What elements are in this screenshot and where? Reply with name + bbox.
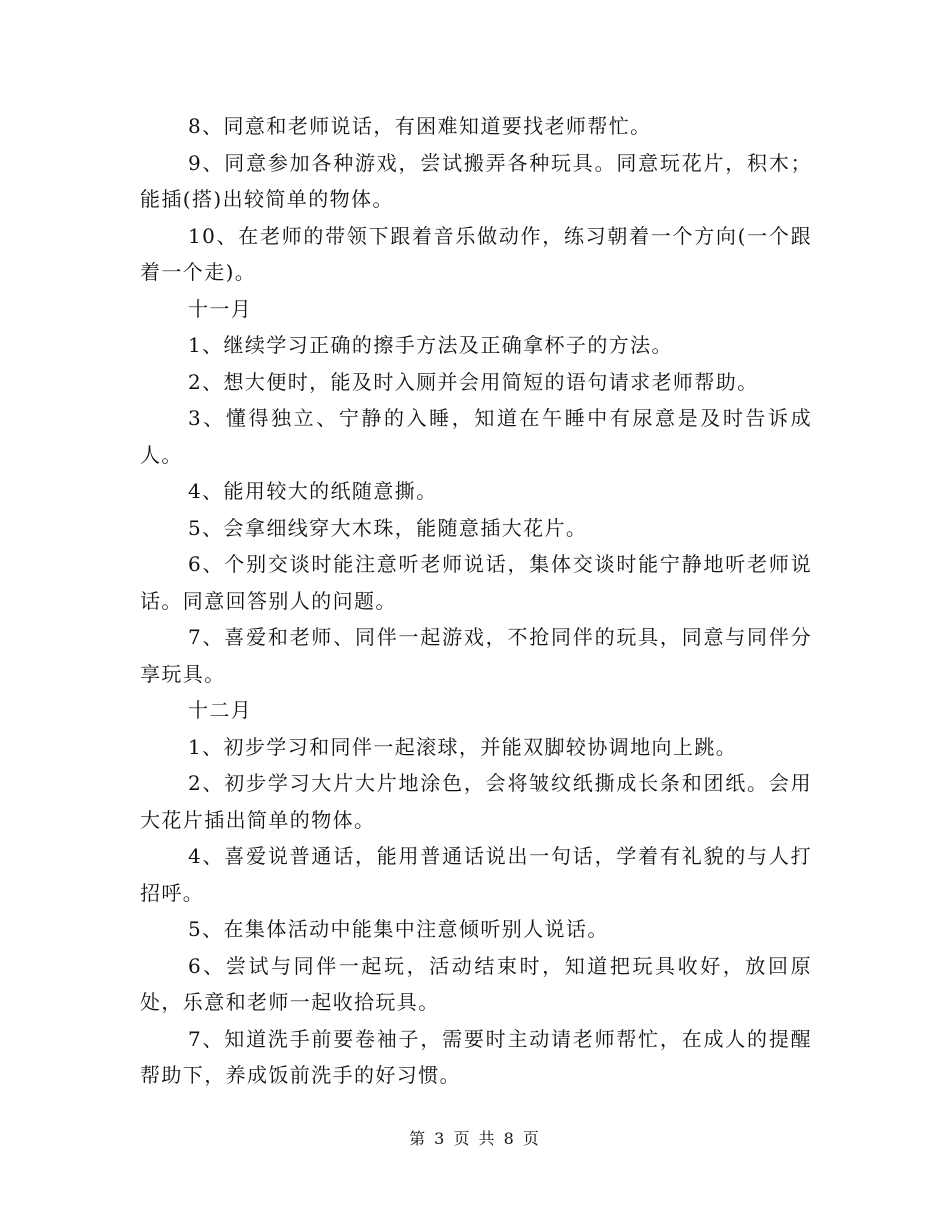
list-item: 2、想大便时，能及时入厕并会用简短的语句请求老师帮助。 [188, 369, 759, 394]
list-item: 4、能用较大的纸随意撕。 [188, 479, 438, 503]
list-item: 10、在老师的带领下跟着音乐做动作，练习朝着一个方向(一个跟着一个走)。 [140, 223, 812, 284]
list-item: 7、喜爱和老师、同伴一起游戏，不抢同伴的玩具，同意与同伴分享玩具。 [140, 625, 812, 686]
list-item: 1、继续学习正确的擦手方法及正确拿杯子的方法。 [188, 333, 673, 357]
list-item: 2、初步学习大片大片地涂色，会将皱纹纸撕成长条和团纸。会用大花片插出简单的物体。 [140, 771, 812, 832]
list-item: 5、在集体活动中能集中注意倾听别人说话。 [188, 917, 609, 941]
list-item: 8、同意和老师说话，有困难知道要找老师帮忙。 [188, 114, 652, 138]
list-item: 6、尝试与同伴一起玩，活动结束时，知道把玩具收好，放回原处，乐意和老师一起收拾玩具。 [140, 953, 812, 1014]
list-item: 1、初步学习和同伴一起滚球，并能双脚较协调地向上跳。 [188, 734, 738, 759]
list-item: 4、喜爱说普通话，能用普通话说出一句话，学着有礼貌的与人打招呼。 [140, 844, 812, 905]
list-item: 3、懂得独立、宁静的入睡，知道在午睡中有尿意是及时告诉成人。 [140, 406, 812, 467]
list-item: 7、知道洗手前要卷袖子，需要时主动请老师帮忙，在成人的提醒帮助下，养成饭前洗手的好习惯。 [140, 1026, 812, 1087]
section-heading-december: 十二月 [188, 698, 253, 722]
list-item: 5、会拿细线穿大木珠，能随意插大花片。 [188, 515, 588, 540]
section-heading-november: 十一月 [188, 296, 253, 321]
list-item: 6、个别交谈时能注意听老师说话，集体交谈时能宁静地听老师说话。同意回答别人的问题。 [140, 552, 812, 613]
document-body [140, 108, 812, 1094]
list-item: 9、同意参加各种游戏，尝试搬弄各种玩具。同意玩花片，积木；能插(搭)出较简单的物体。 [140, 150, 812, 211]
page-number-footer: 第 3 页 共 8 页 [409, 1129, 541, 1148]
